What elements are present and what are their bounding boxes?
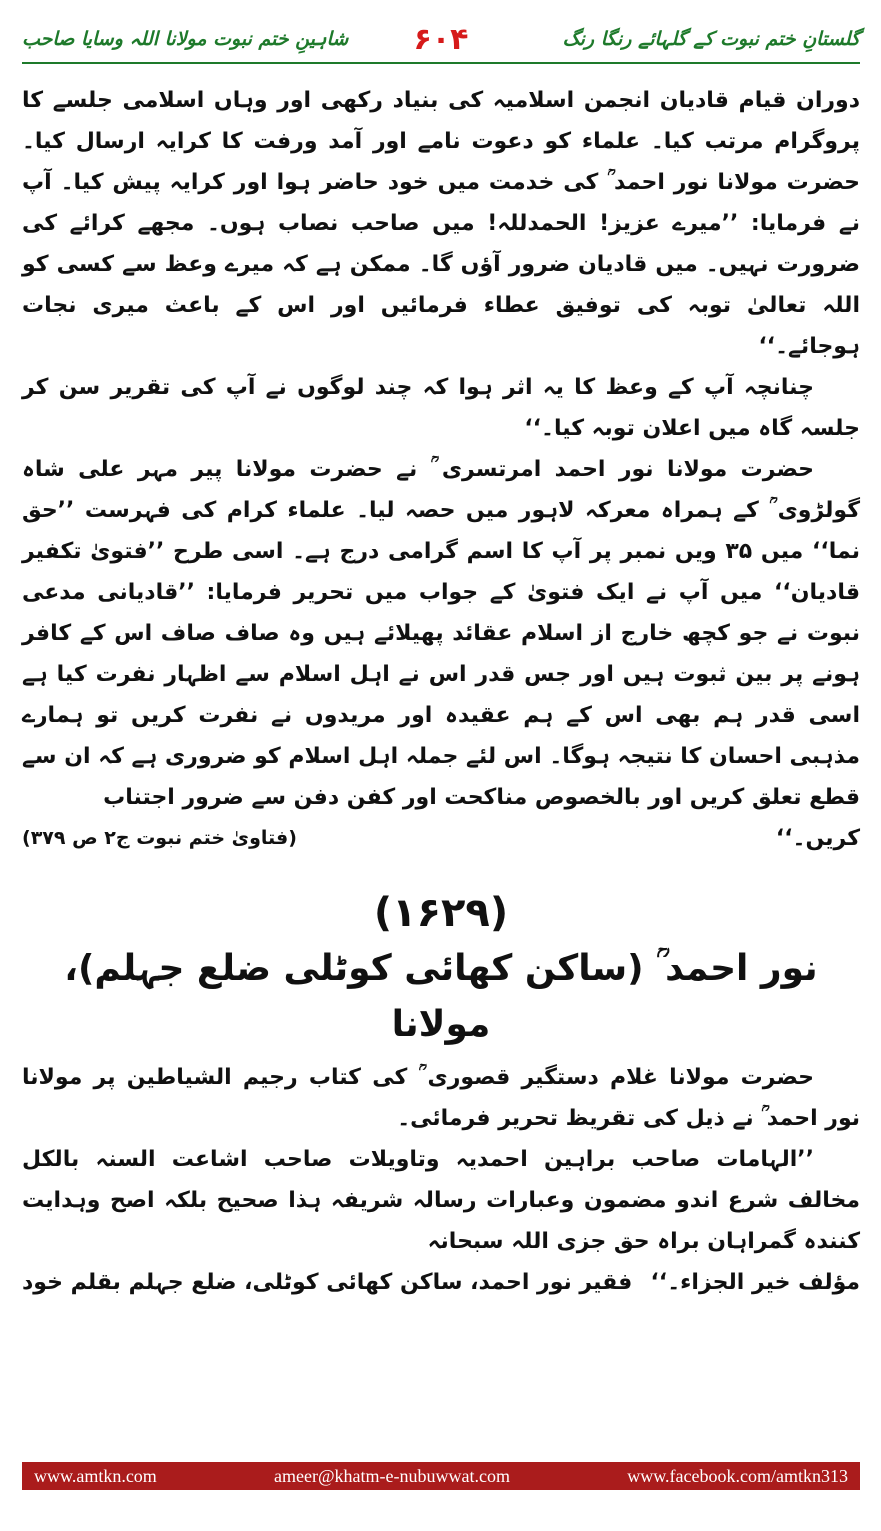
entry-intro: حضرت مولانا غلام دستگیر قصوری ؒ کی کتاب رجیم الشیاطین پر مولانا نور احمد ؒ نے ذیل کی تقریظ تحریر فرمائی۔ <box>22 1065 860 1131</box>
entry-quote: ’’الہامات صاحب براہین احمدیہ وتاویلات صاحب اشاعت السنہ بالکل مخالف شرع اندو مضمون وعبارات رسالہ شریفہ ہذا صحیح بلکہ اصح وہدایت کنندہ گمراہان براہ حق جزی اللہ سبحانہ <box>22 1147 860 1254</box>
paragraph-1: دوران قیام قادیان انجمن اسلامیہ کی بنیاد رکھی اور وہاں اسلامی جلسے کا پروگرام مرتب کیا۔ علماء کو دعوت نامے اور آمد ورفت کا کرایہ ارسال کیا۔ حضرت مولانا نور احمد ؒ کی خدمت میں خود حاضر ہوا اور کرایہ پیش کیا۔ آپ نے فرمایا: ’’میرے عزیز! الحمدللہ! میں صاحب نصاب ہوں۔ مجھے کرائے کی ضرورت نہیں۔ میں قادیان ضرور آؤں گا۔ ممکن ہے کہ میرے وعظ سے کسی کو اللہ تعالیٰ توبہ کی توفیق عطاء فرمائیں اور اس کے باعث میری نجات ہوجائے۔‘‘ <box>22 88 860 359</box>
header-book-title: گلستانِ ختم نبوت کے گلہائے رنگا رنگ <box>562 28 860 50</box>
citation-last-line: کریں۔‘‘ <box>775 826 860 851</box>
footer-email-link[interactable]: ameer@khatm-e-nubuwwat.com <box>274 1465 511 1486</box>
quote-closing: مؤلف خیر الجزاء۔‘‘ <box>650 1270 860 1295</box>
page-number: ۶۰۴ <box>413 22 469 57</box>
citation-reference: (فتاویٰ ختم نبوت ج۲ ص ۳۷۹) <box>22 827 297 849</box>
header-divider <box>22 62 860 64</box>
entry-title: نور احمد ؒ (ساکن کھائی کوٹلی ضلع جہلم)، مولانا <box>64 948 818 1045</box>
page-footer <box>22 1462 860 1490</box>
citation-line <box>22 818 860 859</box>
footer-facebook-link[interactable]: www.facebook.com/amtkn313 <box>627 1465 848 1486</box>
page-body <box>22 80 860 1303</box>
signature-line <box>22 1262 860 1303</box>
page-header <box>22 22 860 72</box>
signature: فقیر نور احمد، ساکن کھائی کوٹلی، ضلع جہلم بقلم خود <box>22 1270 633 1295</box>
entry-number: (۱۶۲۹) <box>373 890 509 936</box>
header-author: شاہینِ ختم نبوت مولانا اللہ وسایا صاحب <box>22 28 349 50</box>
paragraph-3: حضرت مولانا نور احمد امرتسری ؒ نے حضرت مولانا پیر مہر علی شاہ گولڑوی ؒ کے ہمراہ معرکہ لاہور میں حصہ لیا۔ علماء کرام کی فہرست ’’حق نما‘‘ میں ۳۵ ویں نمبر پر آپ کا اسم گرامی درج ہے۔ اسی طرح ’’فتویٰ تکفیر قادیان‘‘ میں آپ نے ایک فتویٰ کے جواب میں تحریر فرمایا: ’’قادیانی مدعی نبوت نے جو کچھ خارج از اسلام عقائد پھیلائے ہیں وہ صاف صاف اس کے کافر ہونے پر بین ثبوت ہیں اور جس قدر اس نے اہل اسلام سے اظہار نفرت کیا ہے اسی قدر ہم بھی اس کے ہم عقیدہ اور مریدوں نے نفرت کریں تو ہمارے مذہبی احسان کا نتیجہ ہوگا۔ اس لئے جملہ اہل اسلام کو ضروری ہے کہ ان سے قطع تعلق کریں اور بالخصوص مناکحت اور کفن دفن سے ضرور اجتناب <box>22 457 860 810</box>
paragraph-2: چنانچہ آپ کے وعظ کا یہ اثر ہوا کہ چند لوگوں نے آپ کی تقریر سن کر جلسہ گاہ میں اعلان توبہ کیا۔‘‘ <box>22 375 860 441</box>
footer-website-link[interactable]: www.amtkn.com <box>34 1465 157 1486</box>
